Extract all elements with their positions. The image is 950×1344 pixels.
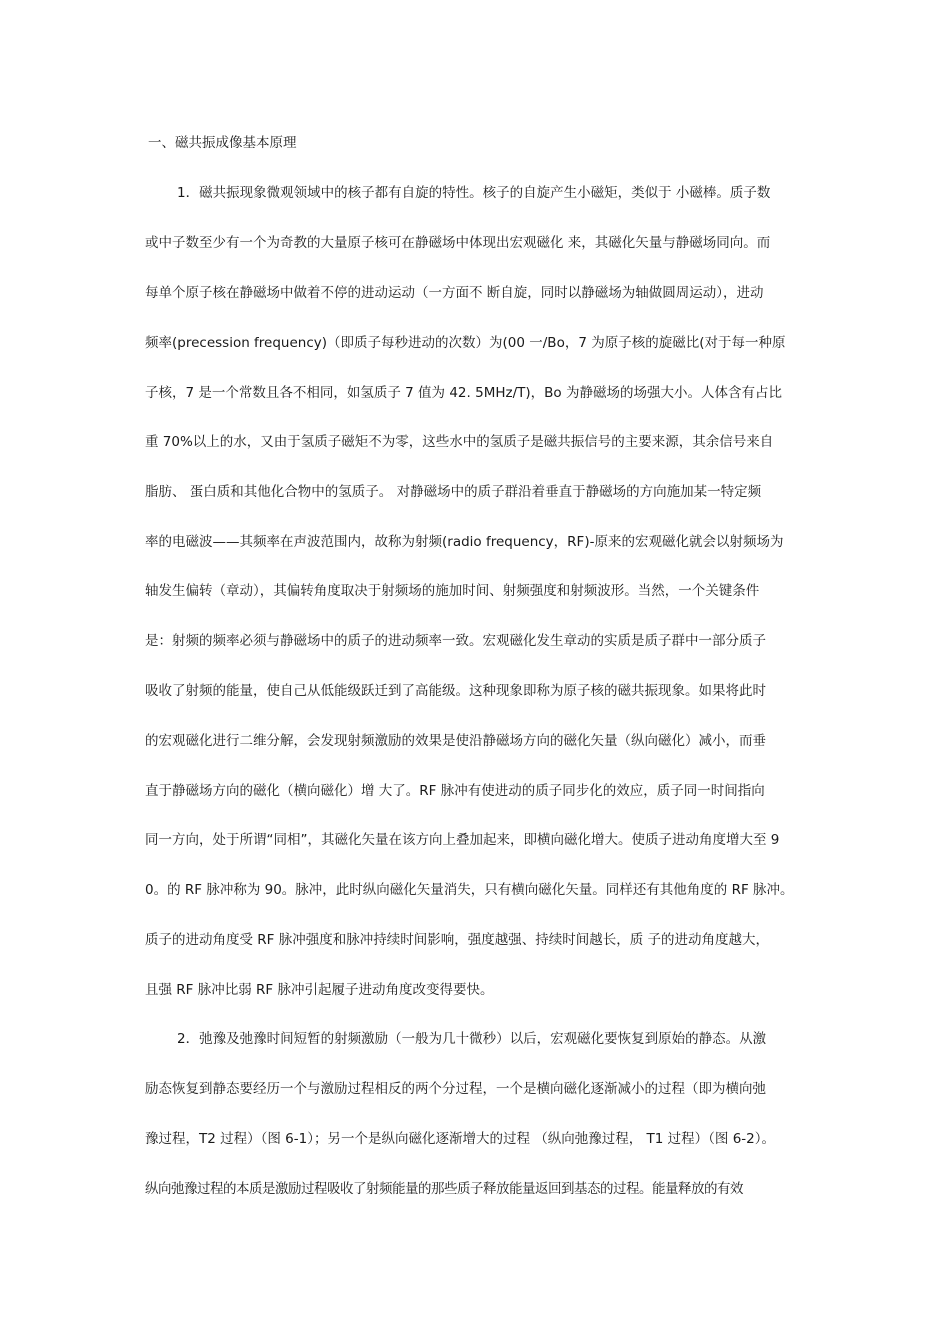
paragraph-1-line-17: 且强 RF 脉冲比弱 RF 脉冲引起履子进动角度改变得要快。: [145, 982, 494, 998]
paragraph-2-line-1: 2．弛豫及弛豫时间短暂的射频激励（一般为几十微秒）以后，宏观磁化要恢复到原始的静态。从激: [177, 1031, 767, 1047]
paragraph-1-line-13: 直于静磁场方向的磁化（横向磁化）增 大了。RF 脉冲有使进动的质子同步化的效应，质子同一时间指向: [145, 783, 765, 799]
paragraph-1-line-11: 吸收了射频的能量，使自己从低能级跃迁到了高能级。这种现象即称为原子核的磁共振现象。如果将此时: [145, 683, 766, 699]
paragraph-2-line-2: 励态恢复到静态要经历一个与激励过程相反的两个分过程，一个是横向磁化逐渐减小的过程（即为横向弛: [145, 1081, 766, 1097]
paragraph-1-line-14: 同一方向，处于所谓“同相”，其磁化矢量在该方向上叠加起来，即横向磁化增大。使质子进动角度增大至 9: [145, 832, 780, 848]
paragraph-1-line-1: 1．磁共振现象微观领域中的核子都有自旋的特性。核子的自旋产生小磁矩，类似于 小磁棒。质子数: [177, 185, 771, 201]
paragraph-1-line-6: 重 70%以上的水，又由于氢质子磁矩不为零，这些水中的氢质子是磁共振信号的主要来源，其余信号来自: [145, 434, 774, 450]
paragraph-1-line-5: 子核，7 是一个常数且各不相同，如氢质子 7 值为 42. 5MHz/T)，Bo 为静磁场的场强大小。人体含有占比: [145, 385, 782, 401]
paragraph-1-line-2: 或中子数至少有一个为奇教的大量原子核可在静磁场中体现出宏观磁化 来，其磁化矢量与静磁场同向。而: [145, 235, 771, 251]
paragraph-1-line-4: 频率(precession frequency)（即质子每秒进动的次数）为(00 一/Bo，7 为原子核的旋磁比(对于每一种原: [145, 335, 786, 351]
section-heading: 一、磁共振成像基本原理: [148, 135, 297, 151]
paragraph-1-line-15: 0。的 RF 脉冲称为 90。脉冲，此时纵向磁化矢量消失，只有横向磁化矢量。同样还有其他角度的 RF 脉冲。: [145, 882, 794, 898]
paragraph-1-line-16: 质子的进动角度受 RF 脉冲强度和脉冲持续时间影响，强度越强、持续时间越长，质 子的进动角度越大，: [145, 932, 770, 948]
paragraph-1-line-8: 率的电磁波——其频率在声波范围内，故称为射频(radio frequency，RF)-原来的宏观磁化就会以射频场为: [145, 534, 784, 550]
paragraph-1-line-12: 的宏观磁化进行二维分解，会发现射频激励的效果是使沿静磁场方向的磁化矢量（纵向磁化）减小，而垂: [145, 733, 766, 749]
paragraph-2-line-4: 纵向弛豫过程的本质是激励过程吸收了射频能量的那些质子释放能量返回到基态的过程。能量释放的有效: [145, 1181, 743, 1197]
paragraph-1-line-3: 每单个原子核在静磁场中做着不停的进动运动（一方面不 断自旋，同时以静磁场为轴做圆周运动），进动: [145, 285, 764, 301]
paragraph-1-line-10: 是：射频的频率必须与静磁场中的质子的进动频率一致。宏观磁化发生章动的实质是质子群中一部分质子: [145, 633, 766, 649]
paragraph-1-line-7: 脂肪、 蛋白质和其他化合物中的氢质子。 对静磁场中的质子群沿着垂直于静磁场的方向施加某一特定频: [145, 484, 762, 500]
paragraph-1-line-9: 轴发生偏转（章动），其偏转角度取决于射频场的施加时间、射频强度和射频波形。当然，一个关键条件: [145, 583, 760, 599]
paragraph-2-line-3: 豫过程，T2 过程）（图 6-1）；另一个是纵向磁化逐渐增大的过程 （纵向弛豫过程， T1 过程）（图 6-2）。: [145, 1131, 776, 1147]
